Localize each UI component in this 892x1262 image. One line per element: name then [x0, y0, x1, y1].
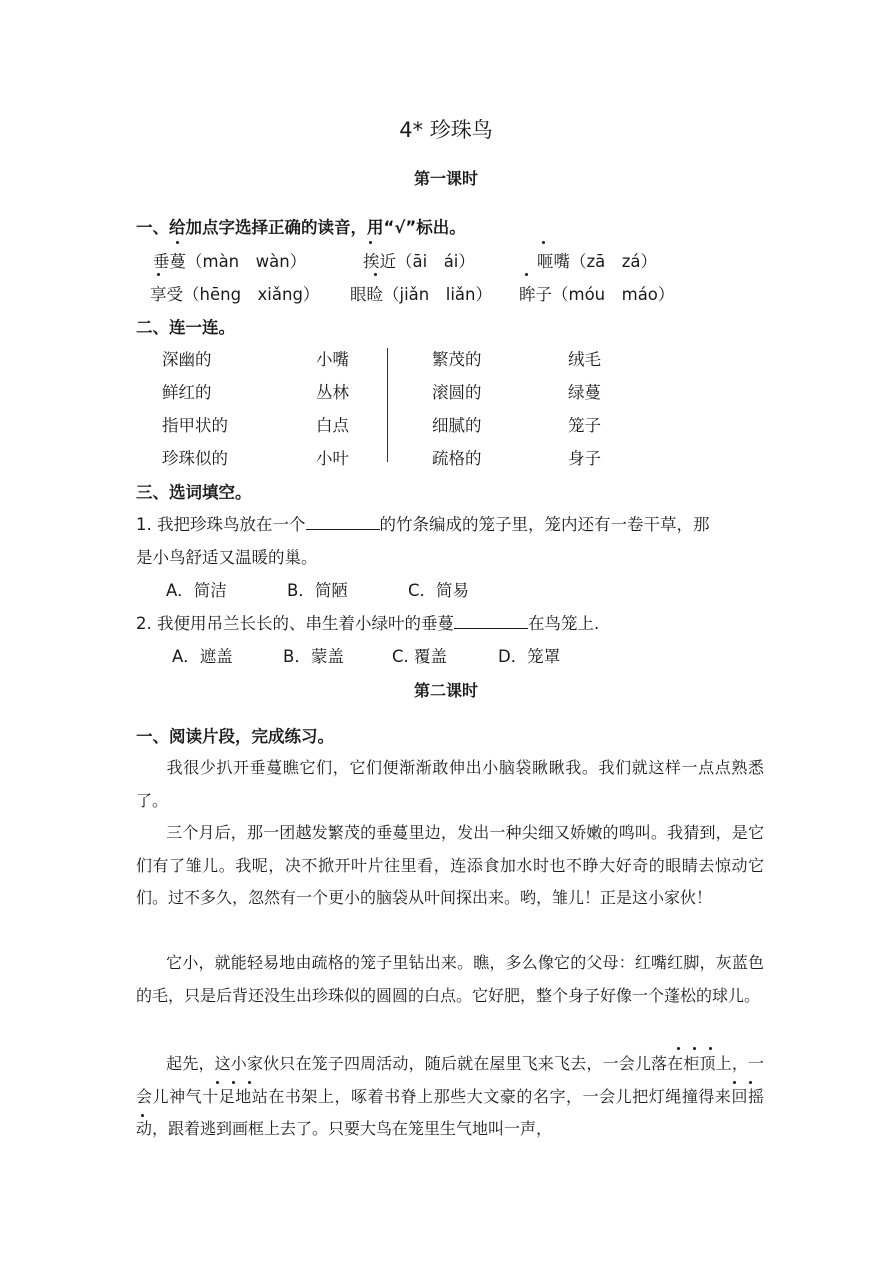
- match-item: 小叶: [316, 449, 349, 468]
- lesson1-heading: 第一课时: [413, 169, 478, 188]
- emphasis-dot: [733, 1081, 736, 1084]
- match-item: 笼子: [568, 416, 601, 435]
- emphasis-dot: [374, 273, 377, 276]
- emphasis-dot: [709, 1047, 712, 1050]
- option: A．遮盖: [172, 647, 233, 666]
- fill-sentence-1: 1. 我把珍珠鸟放在一个 的竹条编成的笼子里，笼内还有一卷干草，那: [136, 515, 710, 534]
- reading-paragraph: 我很少扒开垂蔓瞧它们，它们便渐渐敢伸出小脑袋瞅瞅我。我们就这样一点点熟悉了。: [136, 758, 764, 810]
- pinyin-item: 咂嘴（zā zá）: [537, 252, 658, 271]
- match-item: 丛林: [316, 383, 349, 402]
- lesson1-q3-heading: 三、选词填空。: [136, 483, 252, 502]
- page-title: 4* 珍珠鸟: [399, 118, 493, 142]
- lesson2-heading: 第二课时: [413, 681, 478, 700]
- option: D．笼罩: [498, 647, 561, 666]
- option: B．蒙盖: [283, 647, 344, 666]
- emphasis-dot: [369, 241, 372, 244]
- emphasis-dot: [141, 1114, 144, 1117]
- emphasis-dot: [248, 1081, 251, 1084]
- emphasis-dot: [693, 1047, 696, 1050]
- column-divider: [387, 348, 388, 462]
- option: A．简洁: [166, 581, 227, 600]
- answer-blank[interactable]: [306, 515, 380, 530]
- option: C．简易: [408, 581, 470, 600]
- match-item: 鲜红的: [162, 383, 212, 402]
- fill-sentence-2: 2. 我便用吊兰长长的、串生着小绿叶的垂蔓 在鸟笼上.: [136, 614, 600, 633]
- match-item: 细腻的: [432, 416, 482, 435]
- match-item: 珍珠似的: [162, 449, 228, 468]
- emphasis-dot: [216, 1081, 219, 1084]
- match-item: 身子: [568, 449, 601, 468]
- match-item: 疏格的: [432, 449, 482, 468]
- fill-sentence-1-cont: 是小鸟舒适又温暖的巢。: [136, 548, 318, 567]
- emphasis-dot: [157, 273, 160, 276]
- match-item: 指甲状的: [162, 416, 228, 435]
- match-item: 深幽的: [162, 350, 212, 369]
- emphasis-dot: [542, 241, 545, 244]
- answer-blank[interactable]: [454, 614, 528, 629]
- reading-paragraph: 三个月后，那一团越发繁茂的垂蔓里边，发出一种尖细又娇嫩的鸣叫。我猜到，是它们有了雏儿。我呢，决不掀开叶片往里看，连添食加水时也不睁大好奇的眼睛去惊动它们。过不多久，忽然有一个更小的脑袋从叶间探出来。哟，雏儿！正是这小家伙！: [136, 823, 764, 907]
- lesson2-q1-heading: 一、阅读片段，完成练习。: [136, 727, 334, 746]
- lesson1-q2-heading: 二、连一连。: [136, 318, 235, 337]
- pinyin-item: 享受（hēng xiǎng）: [150, 285, 320, 304]
- match-item: 白点: [316, 416, 349, 435]
- lesson1-q1-heading: 一、给加点字选择正确的读音，用“√”标出。: [136, 218, 466, 237]
- pinyin-item: 眼睑（jiǎn liǎn）: [350, 285, 492, 304]
- reading-paragraph: 它小，就能轻易地由疏格的笼子里钻出来。瞧，多么像它的父母：红嘴红脚，灰蓝色的毛，只是后背还没生出珍珠似的圆圆的白点。它好肥，整个身子好像一个蓬松的球儿。: [136, 953, 764, 1005]
- match-item: 绿蔓: [568, 383, 601, 402]
- option: C. 覆盖: [392, 647, 448, 666]
- option: B．简陋: [287, 581, 348, 600]
- emphasis-dot: [232, 1081, 235, 1084]
- match-item: 绒毛: [568, 350, 601, 369]
- emphasis-dot: [525, 273, 528, 276]
- pinyin-item: 挨近（āi ái）: [363, 252, 475, 271]
- emphasis-dot: [677, 1047, 680, 1050]
- pinyin-item: 垂蔓（màn wàn）: [153, 252, 307, 271]
- pinyin-item: 眸子（móu máo）: [519, 285, 675, 304]
- emphasis-dot: [749, 1081, 752, 1084]
- match-item: 滚圆的: [432, 383, 482, 402]
- match-item: 繁茂的: [432, 350, 482, 369]
- match-item: 小嘴: [316, 350, 349, 369]
- reading-paragraph: 起先，这小家伙只在笼子四周活动，随后就在屋里飞来飞去，一会儿落在柜顶上，一会儿神气十足地站在书架上，啄着书脊上那些大文豪的名字，一会儿把灯绳撞得来回摇动，跟着逃到画框上去了。只要大鸟在笼里生气地叫一声，: [136, 1054, 764, 1138]
- emphasis-dot: [176, 241, 179, 244]
